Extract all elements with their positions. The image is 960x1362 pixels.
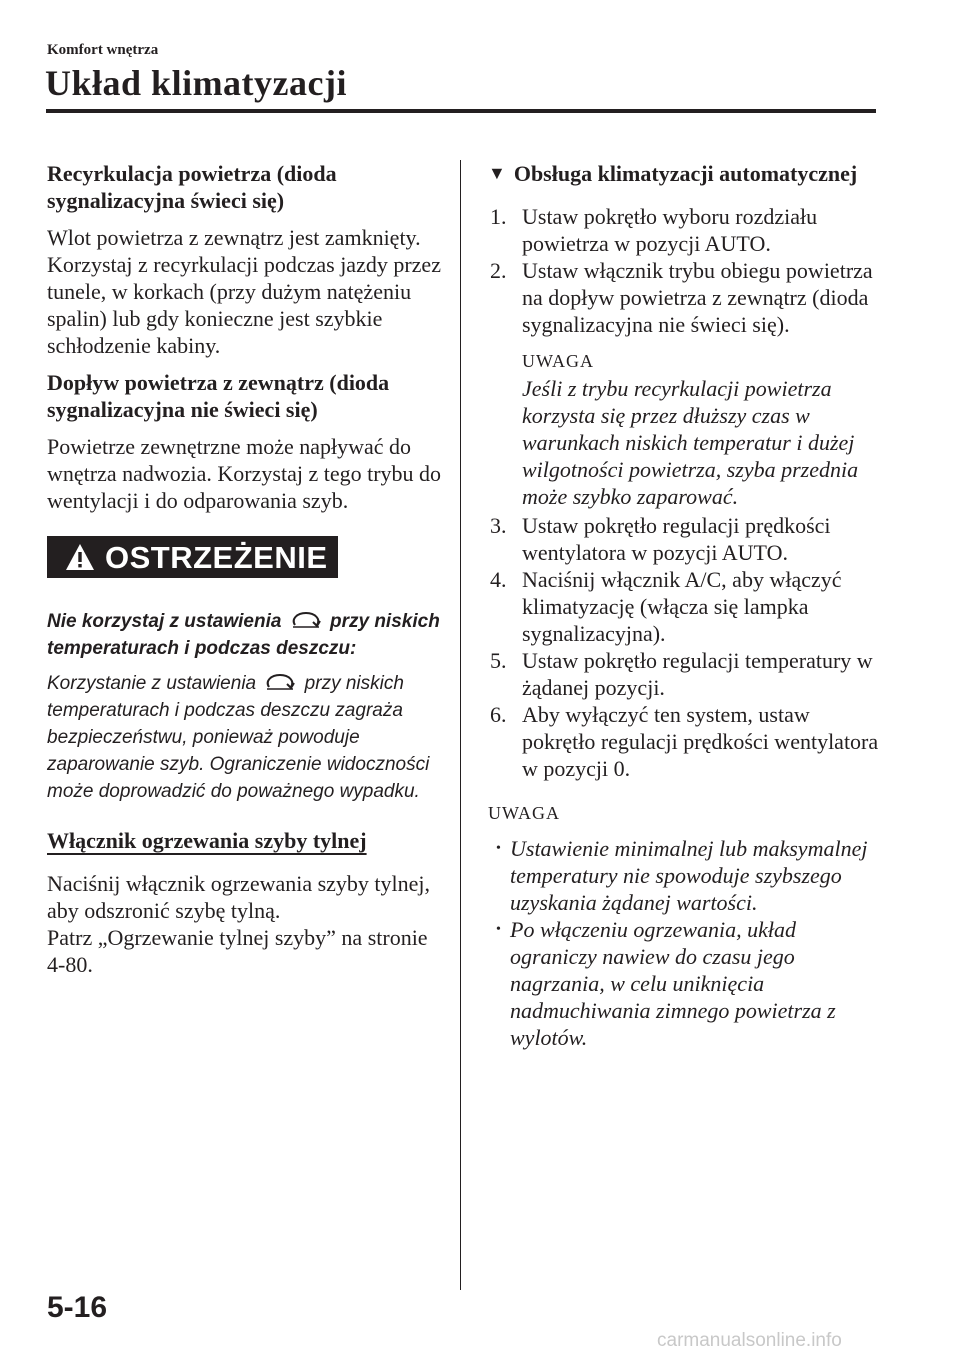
step-number: 2. xyxy=(490,258,507,283)
column-divider xyxy=(460,160,461,1290)
right-column xyxy=(488,160,888,1051)
note-label: UWAGA xyxy=(488,803,560,823)
list-item xyxy=(488,701,888,782)
step-note xyxy=(522,348,888,510)
watermark: carmanualsonline.info xyxy=(657,1330,842,1351)
outside-air-text: Powietrze zewnętrzne może napływać do wnętrza nadwozia. Korzystaj z tego trybu do wentylacji i do odparowania szyb. xyxy=(47,434,442,513)
chapter-title: Układ klimatyzacji xyxy=(45,63,347,103)
page-number: 5-16 xyxy=(47,1291,108,1324)
list-item xyxy=(488,257,888,510)
auto-ac-heading-text: Obsługa klimatyzacji automatycznej xyxy=(513,161,858,186)
warning-body xyxy=(47,608,442,805)
warning-text xyxy=(47,670,442,805)
recirculation-heading: Recyrkulacja powietrza (dioda sygnalizacyjna świeci się) xyxy=(47,161,337,213)
step-number: 5. xyxy=(490,648,507,673)
list-item xyxy=(488,566,888,647)
list-item: • Po włączeniu ogrzewania, układ ograniczy nawiew do czasu jego nagrzania, w celu uniknięcia nadmuchiwania zimnego powietrza z wylotów. xyxy=(488,916,888,1051)
rear-defroster-reference[interactable]: Patrz „Ogrzewanie tylnej szyby” na stronie 4-80. xyxy=(47,925,428,977)
step-text: Ustaw włącznik trybu obiegu powietrza na dopływ powietrza z zewnątrz (dioda sygnalizacyjna nie świeci się). xyxy=(522,258,873,337)
warning-title-part-b: przy niskich temperaturach i podczas deszczu: xyxy=(47,611,440,659)
step-text: Ustaw pokrętło regulacji prędkości wentylatora w pozycji AUTO. xyxy=(522,513,831,565)
triangle-down-icon: ▼ xyxy=(488,163,506,183)
section-label: Komfort wnętrza xyxy=(47,42,159,58)
header-rule xyxy=(46,109,876,113)
step-text: Naciśnij włącznik A/C, aby włączyć klimatyzację (włącza się lampka sygnalizacyjna). xyxy=(522,567,842,646)
warning-title xyxy=(47,608,442,662)
note-text: Jeśli z trybu recyrkulacji powietrza korzysta się przez dłuższy czas w warunkach niskich temperatur i dużej wilgotności powietrza, szyba przednia może szybko zaparować. xyxy=(522,376,859,509)
warning-label: OSTRZEŻENIE xyxy=(105,539,328,575)
step-text: Ustaw pokrętło wyboru rozdziału powietrza w pozycji AUTO. xyxy=(522,204,818,256)
recirculation-text: Wlot powietrza z zewnątrz jest zamknięty. Korzystaj z recyrkulacji podczas jazdy przez tunele, w korkach (przy dużym natężeniu spalin) lub gdy konieczne jest szybkie schłodzenie kabiny. xyxy=(47,225,441,358)
step-text: Aby wyłączyć ten system, ustaw pokrętło regulacji prędkości wentylatora w pozycji 0. xyxy=(522,702,879,781)
step-number: 1. xyxy=(490,204,507,229)
steps-list xyxy=(488,203,888,782)
step-number: 3. xyxy=(490,513,507,538)
rear-defroster-heading: Włącznik ogrzewania szyby tylnej xyxy=(47,828,367,853)
step-number: 6. xyxy=(490,702,507,727)
warning-title-part-a: Nie korzystaj z ustawienia xyxy=(47,611,282,632)
warning-badge xyxy=(47,536,338,578)
left-column xyxy=(47,160,442,978)
warning-text-part-a: Korzystanie z ustawienia xyxy=(47,673,257,694)
warning-triangle-icon xyxy=(65,543,95,571)
note-label: UWAGA xyxy=(522,351,594,371)
list-item xyxy=(488,203,888,257)
note-bullets xyxy=(488,835,888,1051)
warning-text-part-b: przy niskich temperaturach i podczas deszczu zagraża bezpieczeństwu, ponieważ powoduje zaparowanie szyb. Ograniczenie widoczności może doprowadzić do poważnego wypadku. xyxy=(47,673,430,802)
rear-defroster-text: Naciśnij włącznik ogrzewania szyby tylnej, aby odszronić szybę tylną. xyxy=(47,871,431,923)
list-item: • Ustawienie minimalnej lub maksymalnej temperatury nie spowoduje szybszego uzyskania żądanej wartości. xyxy=(488,835,888,916)
recirculation-icon xyxy=(289,610,323,630)
auto-ac-heading xyxy=(488,160,888,189)
recirculation-icon xyxy=(263,672,297,692)
step-text: Ustaw pokrętło regulacji temperatury w żądanej pozycji. xyxy=(522,648,873,700)
step-number: 4. xyxy=(490,567,507,592)
list-item xyxy=(488,512,888,566)
outside-air-heading: Dopływ powietrza z zewnątrz (dioda sygnalizacyjna nie świeci się) xyxy=(47,370,390,422)
list-item xyxy=(488,647,888,701)
